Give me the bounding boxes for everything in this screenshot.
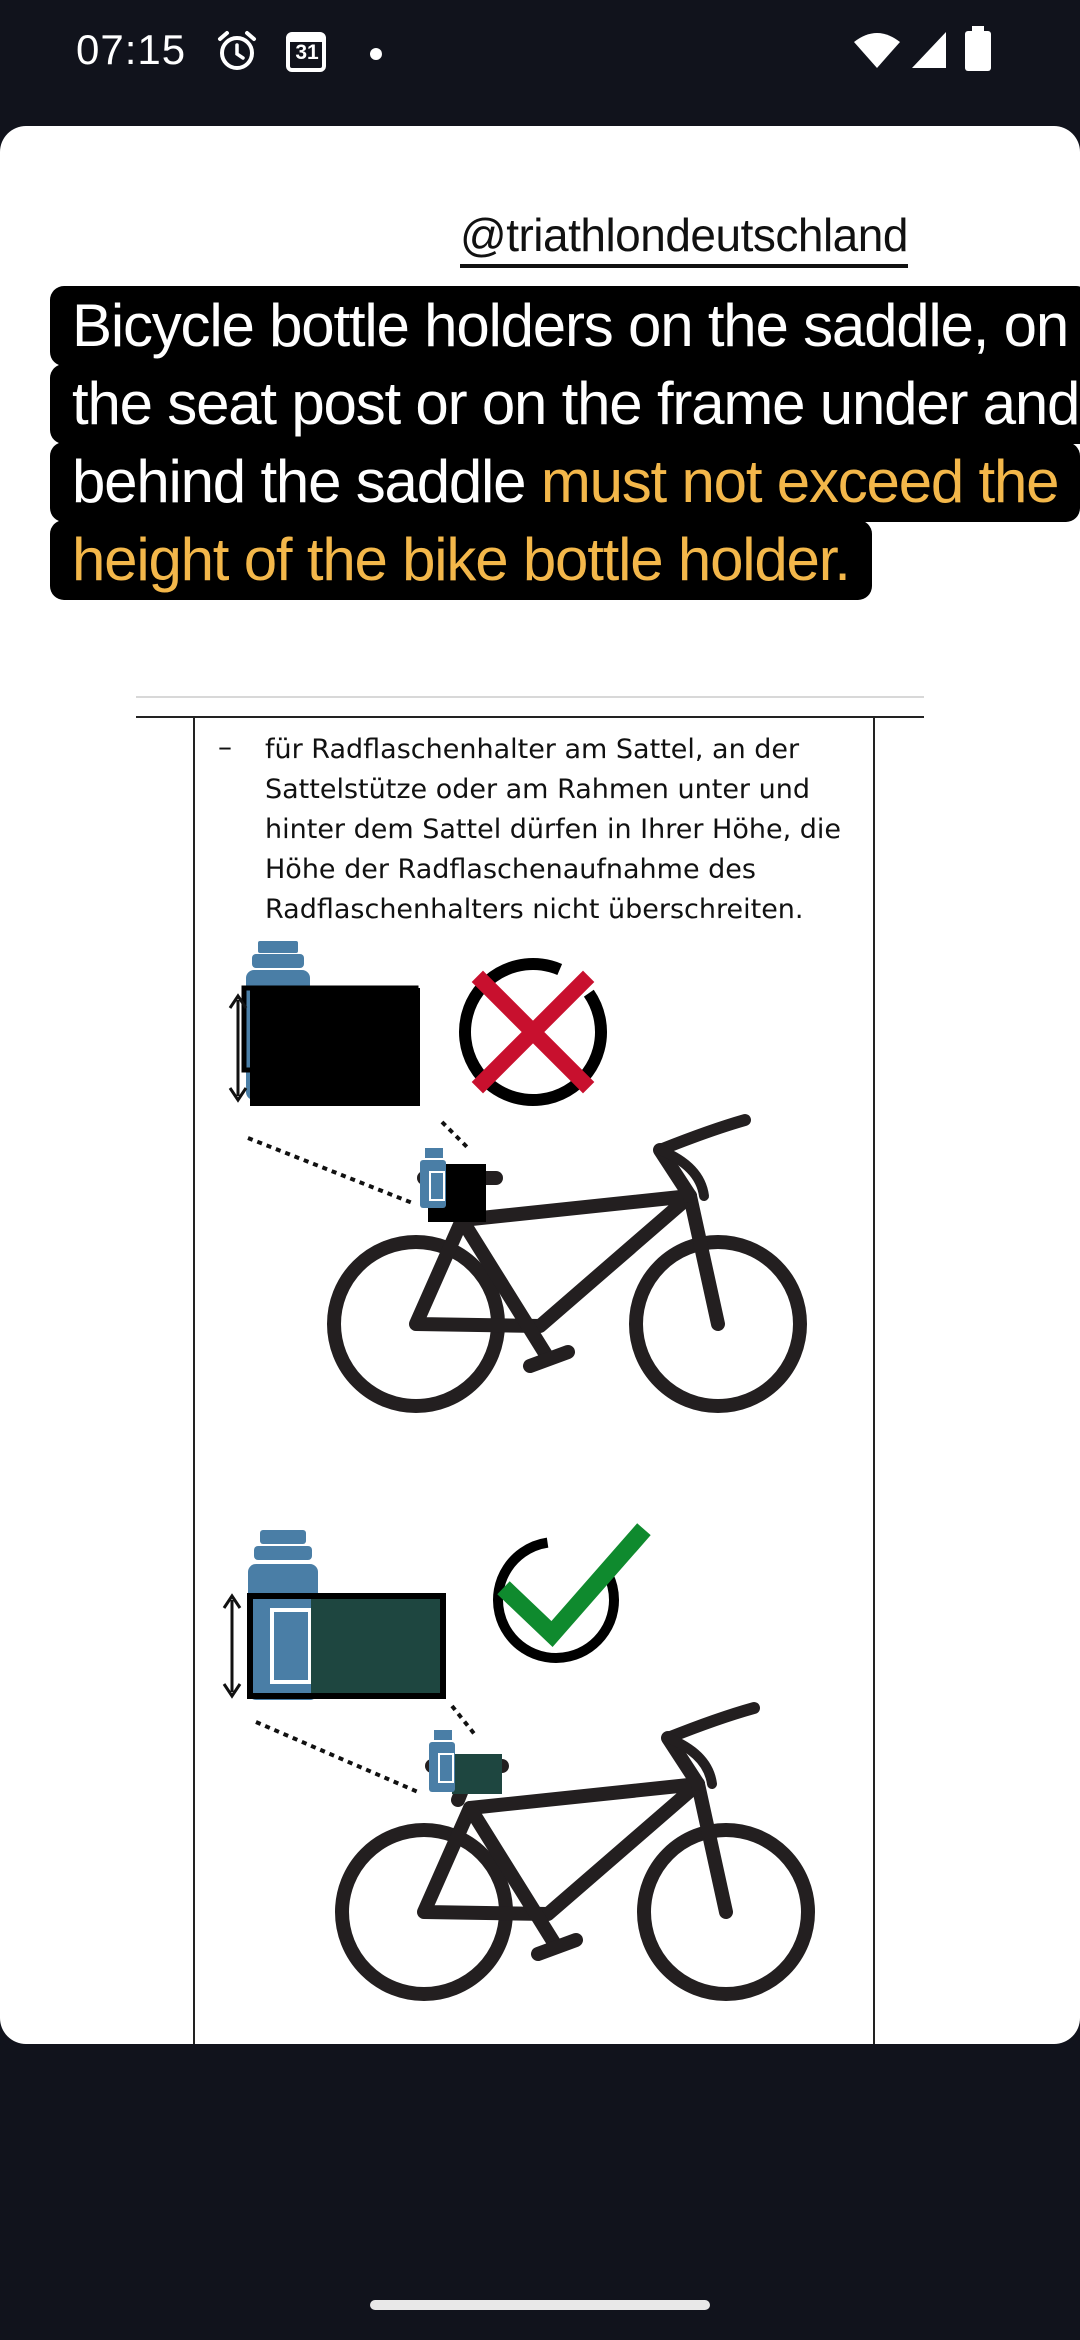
correct-example <box>224 1519 808 1994</box>
zoom-line <box>442 1122 470 1150</box>
wifi-icon <box>852 30 902 70</box>
bullet-dash: – <box>218 730 232 763</box>
bottle-icon <box>420 1148 446 1208</box>
bottle-icon <box>248 1530 318 1700</box>
caption-line: the seat post or on the frame under and <box>50 364 1055 442</box>
zoom-line <box>452 1706 476 1736</box>
illustrations <box>0 126 1080 2044</box>
signal-icon <box>910 30 948 70</box>
status-time: 07:15 <box>76 26 187 73</box>
bicycle-icon <box>342 1708 808 1994</box>
caption-highlight: height of the bike bottle holder. <box>72 526 850 593</box>
zoom-line <box>256 1722 418 1792</box>
height-arrow-icon <box>224 1596 240 1696</box>
alarm-icon <box>214 28 260 74</box>
caption-line: behind the saddle must not exceed the <box>50 442 1055 520</box>
calendar-day: 31 <box>295 41 319 64</box>
bicycle-icon <box>334 1120 800 1406</box>
holder-mount <box>452 1754 502 1794</box>
x-mark-icon <box>450 949 617 1116</box>
caption-highlight: must not exceed the <box>540 448 1059 515</box>
regulation-text: für Radflaschenhalter am Sattel, an der Sattelstütze oder am Rahmen unter und hinter dem Sattel dürfen in Ihrer Höhe, die Höhe der Radflaschenaufnahme des Radflaschenhalters nicht überschreiten. <box>265 734 841 925</box>
home-gesture-bar[interactable] <box>370 2300 710 2310</box>
oversized-holder <box>244 988 420 1106</box>
bottle-icon <box>429 1730 455 1792</box>
zoom-line <box>248 1138 415 1204</box>
notification-dot <box>370 48 382 60</box>
check-mark-icon <box>475 1519 638 1681</box>
incorrect-example <box>230 941 800 1406</box>
account-handle[interactable]: @triathlondeutschland <box>460 210 908 268</box>
story-card[interactable] <box>0 126 1080 2044</box>
battery-icon <box>964 26 992 72</box>
caption-line: Bicycle bottle holders on the saddle, on <box>50 286 1055 364</box>
status-bar <box>0 0 1080 110</box>
